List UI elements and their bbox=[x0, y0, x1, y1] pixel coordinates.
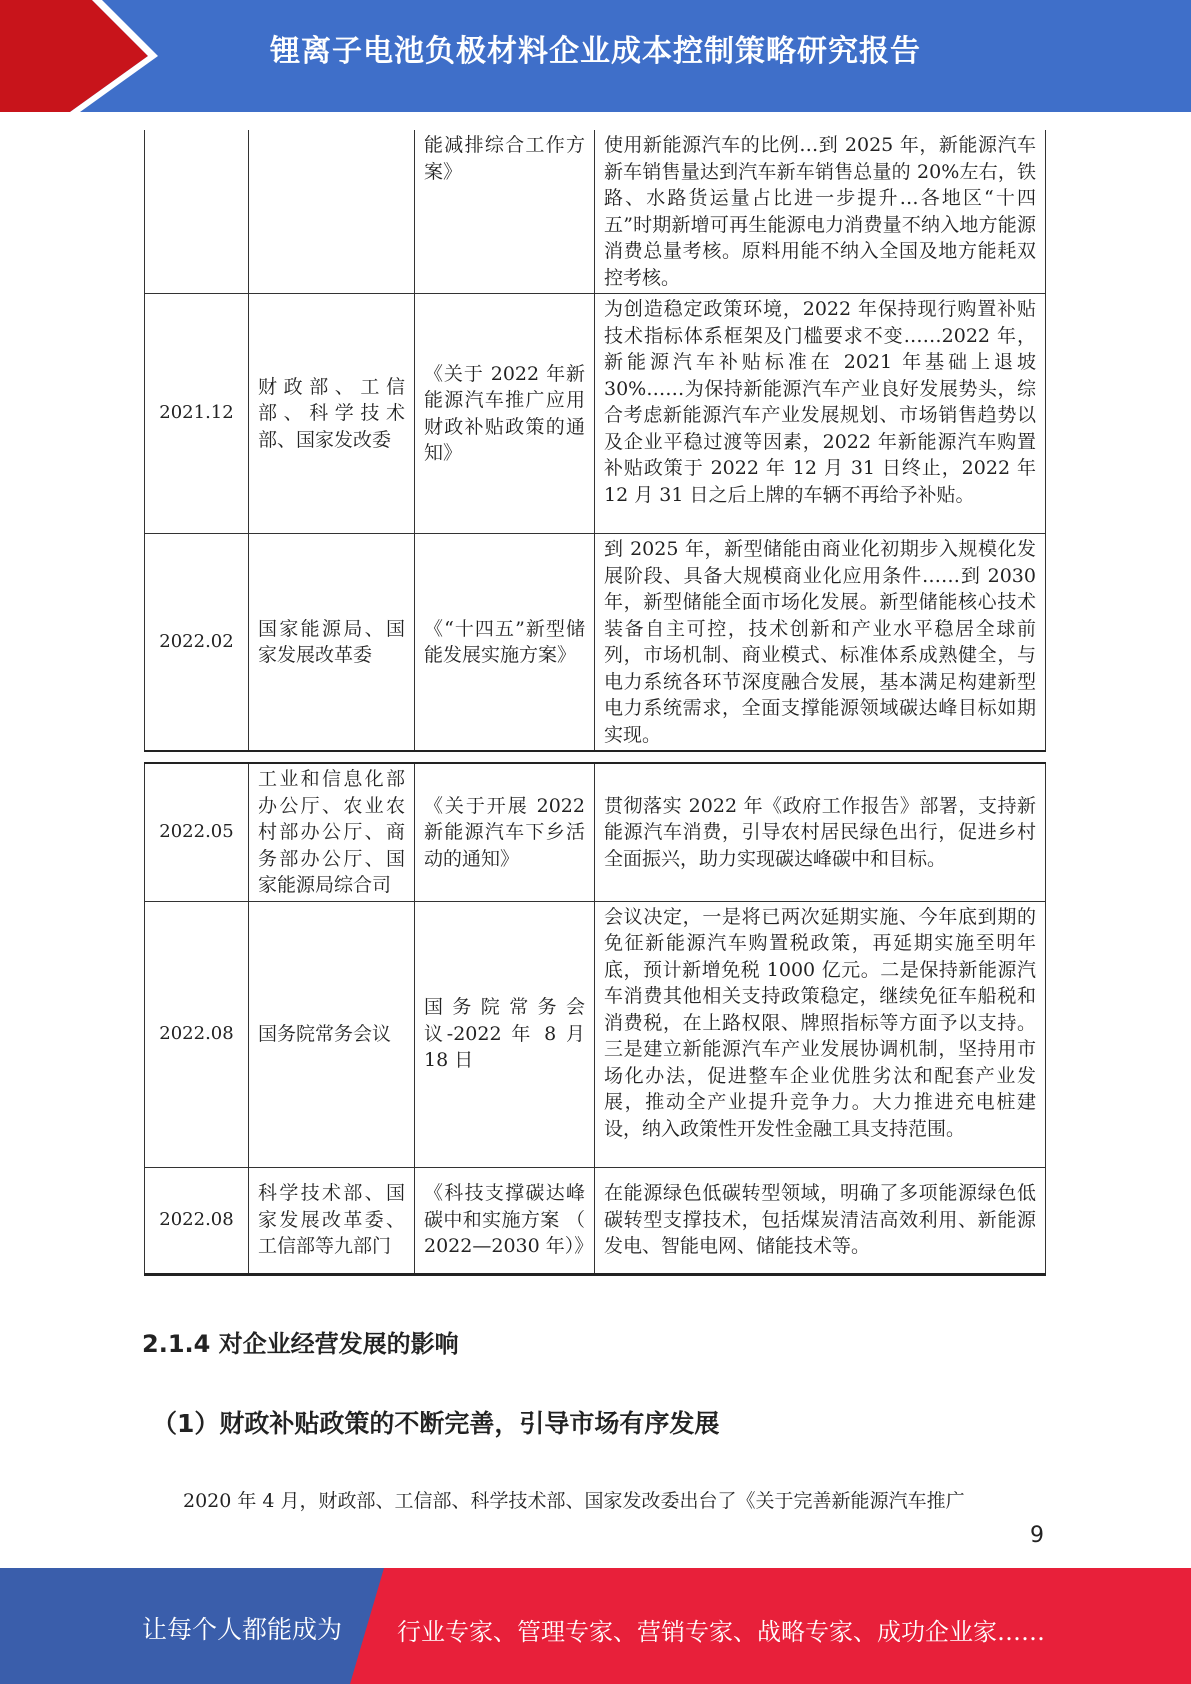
header-title: 锂离子电池负极材料企业成本控制策略研究报告 bbox=[270, 34, 921, 69]
policy-table-part-1 bbox=[144, 130, 1046, 752]
content-cell: 会议决定，一是将已两次延期实施、今年底到期的免征新能源汽车购置税政策，再延期实施至明年底，预计新增免税 1000 亿元。二是保持新能源汽车消费其他相关支持政策稳定，继续免征车船税和消费税，在上路权限、牌照指标等方面予以支持。三是建立新能源汽车产业发展协调机制，坚持用市场化办法，促进整车企业优胜劣汰和配套产业发展，推动全产业提升竞争力。大力推进充电桩建设，纳入政策性开发性金融工具支持范围。 bbox=[595, 901, 1046, 1167]
date-cell: 2022.02 bbox=[145, 534, 249, 752]
doc-cell: 《“十四五”新型储能发展实施方案》 bbox=[415, 534, 595, 752]
page-header bbox=[0, 0, 1191, 112]
dept-cell: 国家能源局、国家发展改革委 bbox=[249, 534, 415, 752]
date-cell: 2022.08 bbox=[145, 901, 249, 1167]
date-cell bbox=[145, 130, 249, 294]
section-heading: 2.1.4 对企业经营发展的影响 bbox=[142, 1330, 459, 1358]
table-row bbox=[145, 130, 1046, 294]
footer-slogan-right: 行业专家、管理专家、营销专家、战略专家、成功企业家…… bbox=[397, 1618, 1045, 1646]
table-row bbox=[145, 1167, 1046, 1274]
page-footer bbox=[0, 1568, 1191, 1684]
content-cell: 贯彻落实 2022 年《政府工作报告》部署，支持新能源汽车消费，引导农村居民绿色出行，促进乡村全面振兴，助力实现碳达峰碳中和目标。 bbox=[595, 763, 1046, 901]
subsection-heading: （1）财政补贴政策的不断完善，引导市场有序发展 bbox=[152, 1409, 720, 1438]
doc-cell: 《关于开展 2022 新能源汽车下乡活动的通知》 bbox=[415, 763, 595, 901]
doc-cell: 《科技支撑碳达峰碳中和实施方案 （ 2022—2030 年）》 bbox=[415, 1167, 595, 1274]
content-cell: 到 2025 年，新型储能由商业化初期步入规模化发展阶段、具备大规模商业化应用条件……到 2030 年，新型储能全面市场化发展。新型储能核心技术装备自主可控，技术创新和产业水平稳居全球前列，市场机制、商业模式、标准体系成熟健全，与电力系统各环节深度融合发展，基本满足构建新型电力系统需求，全面支撑能源领域碳达峰目标如期实现。 bbox=[595, 534, 1046, 752]
date-cell: 2022.05 bbox=[145, 763, 249, 901]
date-cell: 2022.08 bbox=[145, 1167, 249, 1274]
content-cell: 在能源绿色低碳转型领域，明确了多项能源绿色低碳转型支撑技术，包括煤炭清洁高效利用、新能源发电、智能电网、储能技术等。 bbox=[595, 1167, 1046, 1274]
doc-cell: 国务院常务会议-2022 年 8 月 18 日 bbox=[415, 901, 595, 1167]
doc-cell: 能减排综合工作方案》 bbox=[415, 130, 595, 294]
table-row bbox=[145, 901, 1046, 1167]
content-cell: 使用新能源汽车的比例…到 2025 年，新能源汽车新车销售量达到汽车新车销售总量的 20%左右，铁路、水路货运量占比进一步提升…各地区“十四五”时期新增可再生能源电力消费量不纳入地方能源消费总量考核。原料用能不纳入全国及地方能耗双控考核。 bbox=[595, 130, 1046, 294]
dept-cell: 科学技术部、国家发展改革委、工信部等九部门 bbox=[249, 1167, 415, 1274]
policy-table-part-2 bbox=[144, 762, 1046, 1276]
dept-cell: 国务院常务会议 bbox=[249, 901, 415, 1167]
table-row bbox=[145, 294, 1046, 534]
date-cell: 2021.12 bbox=[145, 294, 249, 534]
header-red-arrow bbox=[0, 0, 150, 112]
body-paragraph: 2020 年 4 月，财政部、工信部、科学技术部、国家发改委出台了《关于完善新能源汽车推广 bbox=[183, 1490, 965, 1512]
doc-cell: 《关于 2022 年新能源汽车推广应用财政补贴政策的通知》 bbox=[415, 294, 595, 534]
table-row bbox=[145, 534, 1046, 752]
dept-cell bbox=[249, 130, 415, 294]
footer-slogan-left: 让每个人都能成为 bbox=[142, 1615, 343, 1644]
content-cell: 为创造稳定政策环境，2022 年保持现行购置补贴技术指标体系框架及门槛要求不变……2022 年，新能源汽车补贴标准在 2021 年基础上退坡 30%……为保持新能源汽车产业良好发展势头，综合考虑新能源汽车产业发展规划、市场销售趋势以及企业平稳过渡等因素，2022 年新能源汽车购置补贴政策于 2022 年 12 月 31 日终止，2022 年 12 月 31 日之后上牌的车辆不再给予补贴。 bbox=[595, 294, 1046, 534]
dept-cell: 财政部、工信部、科学技术部、国家发改委 bbox=[249, 294, 415, 534]
dept-cell: 工业和信息化部办公厅、农业农村部办公厅、商务部办公厅、国家能源局综合司 bbox=[249, 763, 415, 901]
page-number: 9 bbox=[1030, 1523, 1044, 1548]
table-row bbox=[145, 763, 1046, 901]
